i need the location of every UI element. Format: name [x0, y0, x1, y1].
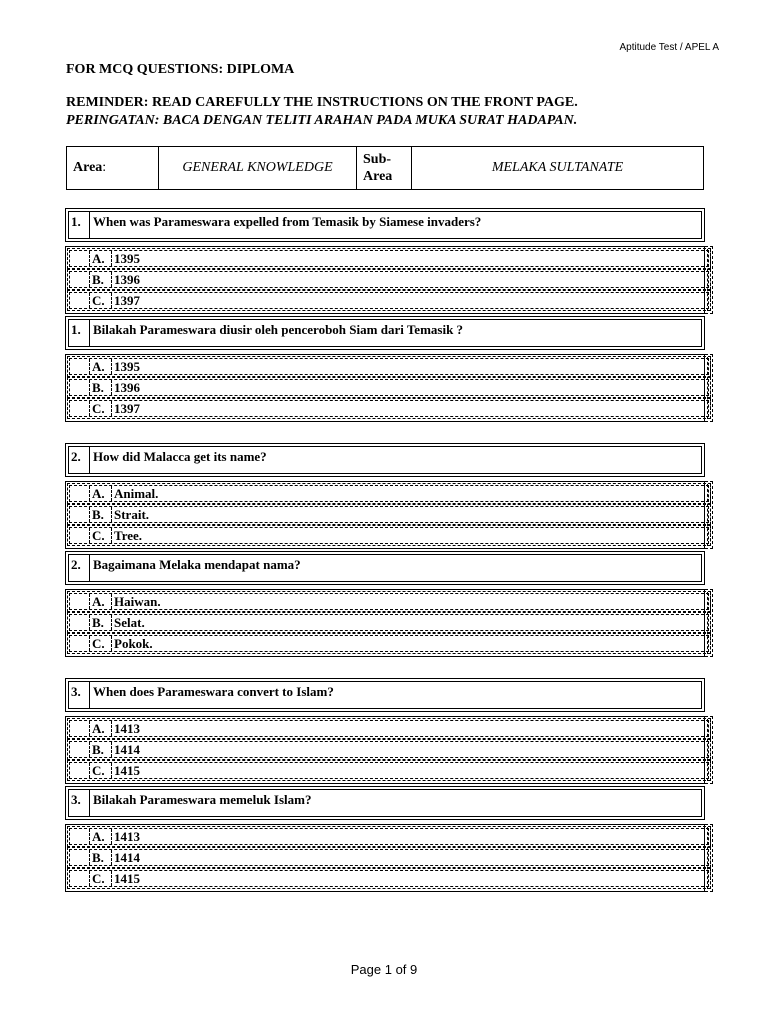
option-letter: C. [92, 292, 105, 308]
option-text: 1415 [111, 871, 140, 886]
option-letter: B. [92, 506, 104, 522]
option-letter: A. [92, 720, 105, 736]
option-text: 1397 [111, 401, 140, 416]
option-text: 1396 [111, 380, 140, 395]
option-a[interactable] [67, 356, 711, 377]
question-number: 3. [69, 790, 90, 816]
option-text: Haiwan. [111, 594, 161, 609]
option-a[interactable] [67, 248, 711, 269]
option-c[interactable] [67, 633, 711, 654]
option-text: Pokok. [111, 636, 153, 651]
area-table [66, 146, 704, 190]
option-c[interactable] [67, 525, 711, 546]
option-b[interactable] [67, 847, 711, 868]
sub-area-label-cell [357, 147, 412, 189]
question-text: Bagaimana Melaka mendapat nama? [93, 557, 301, 572]
question-box [65, 786, 705, 820]
option-c[interactable] [67, 290, 711, 311]
option-a[interactable] [67, 483, 711, 504]
option-b[interactable] [67, 377, 711, 398]
option-text: 1395 [111, 251, 140, 266]
option-text: Strait. [111, 507, 149, 522]
option-a[interactable] [67, 718, 711, 739]
option-a[interactable] [67, 826, 711, 847]
area-colon: : [102, 160, 107, 175]
sub-area-label-2: Area [363, 169, 393, 184]
option-letter: A. [92, 358, 105, 374]
option-letter: A. [92, 485, 105, 501]
area-value: GENERAL KNOWLEDGE [159, 147, 357, 189]
option-letter: C. [92, 870, 105, 886]
option-letter: C. [92, 527, 105, 543]
option-letter: B. [92, 271, 104, 287]
option-text: 1395 [111, 359, 140, 374]
option-text: 1413 [111, 721, 140, 736]
question-text: When was Parameswara expelled from Temasik by Siamese invaders? [93, 214, 482, 229]
question-text: Bilakah Parameswara diusir oleh penceroboh Siam dari Temasik ? [93, 322, 464, 337]
reminder-ms: PERINGATAN: BACA DENGAN TELITI ARAHAN PADA MUKA SURAT HADAPAN. [66, 113, 578, 128]
option-b[interactable] [67, 739, 711, 760]
option-letter: C. [92, 635, 105, 651]
option-text: 1414 [111, 742, 140, 757]
sub-area-value: MELAKA SULTANATE [491, 160, 624, 175]
question-box [65, 208, 705, 242]
question-number: 3. [69, 682, 90, 708]
option-letter: A. [92, 828, 105, 844]
test-label: Aptitude Test / APEL A [619, 42, 719, 53]
options-group [65, 354, 713, 422]
option-c[interactable] [67, 760, 711, 781]
doc-title: FOR MCQ QUESTIONS: DIPLOMA [66, 62, 295, 77]
option-text: Selat. [111, 615, 145, 630]
option-letter: B. [92, 849, 104, 865]
question-number: 2. [69, 447, 90, 473]
area-label-cell [67, 147, 159, 189]
option-text: 1396 [111, 272, 140, 287]
options-group [65, 824, 713, 892]
options-group [65, 481, 713, 549]
question-box [65, 678, 705, 712]
option-letter: C. [92, 400, 105, 416]
question-box [65, 443, 705, 477]
question-text: Bilakah Parameswara memeluk Islam? [93, 792, 312, 807]
option-c[interactable] [67, 868, 711, 889]
question-number: 2. [69, 555, 90, 581]
question-box [65, 551, 705, 585]
area-label: Area [73, 160, 103, 175]
options-group [65, 589, 713, 657]
question-number: 1. [69, 320, 90, 346]
option-letter: A. [92, 593, 105, 609]
option-letter: B. [92, 741, 104, 757]
option-text: 1413 [111, 829, 140, 844]
option-b[interactable] [67, 269, 711, 290]
page-number: Page 1 of 9 [350, 962, 418, 977]
question-number: 1. [69, 212, 90, 238]
question-text: How did Malacca get its name? [93, 449, 267, 464]
option-text: Tree. [111, 528, 142, 543]
options-group [65, 246, 713, 314]
option-letter: B. [92, 379, 104, 395]
option-text: Animal. [111, 486, 158, 501]
question-text: When does Parameswara convert to Islam? [93, 684, 334, 699]
option-b[interactable] [67, 612, 711, 633]
option-b[interactable] [67, 504, 711, 525]
sub-area-label-1: Sub- [363, 152, 392, 167]
question-box [65, 316, 705, 350]
option-a[interactable] [67, 591, 711, 612]
option-letter: B. [92, 614, 104, 630]
option-text: 1415 [111, 763, 140, 778]
reminder-en: REMINDER: READ CAREFULLY THE INSTRUCTIONS ON THE FRONT PAGE. [66, 95, 578, 110]
option-text: 1414 [111, 850, 140, 865]
option-text: 1397 [111, 293, 140, 308]
option-letter: C. [92, 762, 105, 778]
options-group [65, 716, 713, 784]
option-letter: A. [92, 250, 105, 266]
option-c[interactable] [67, 398, 711, 419]
